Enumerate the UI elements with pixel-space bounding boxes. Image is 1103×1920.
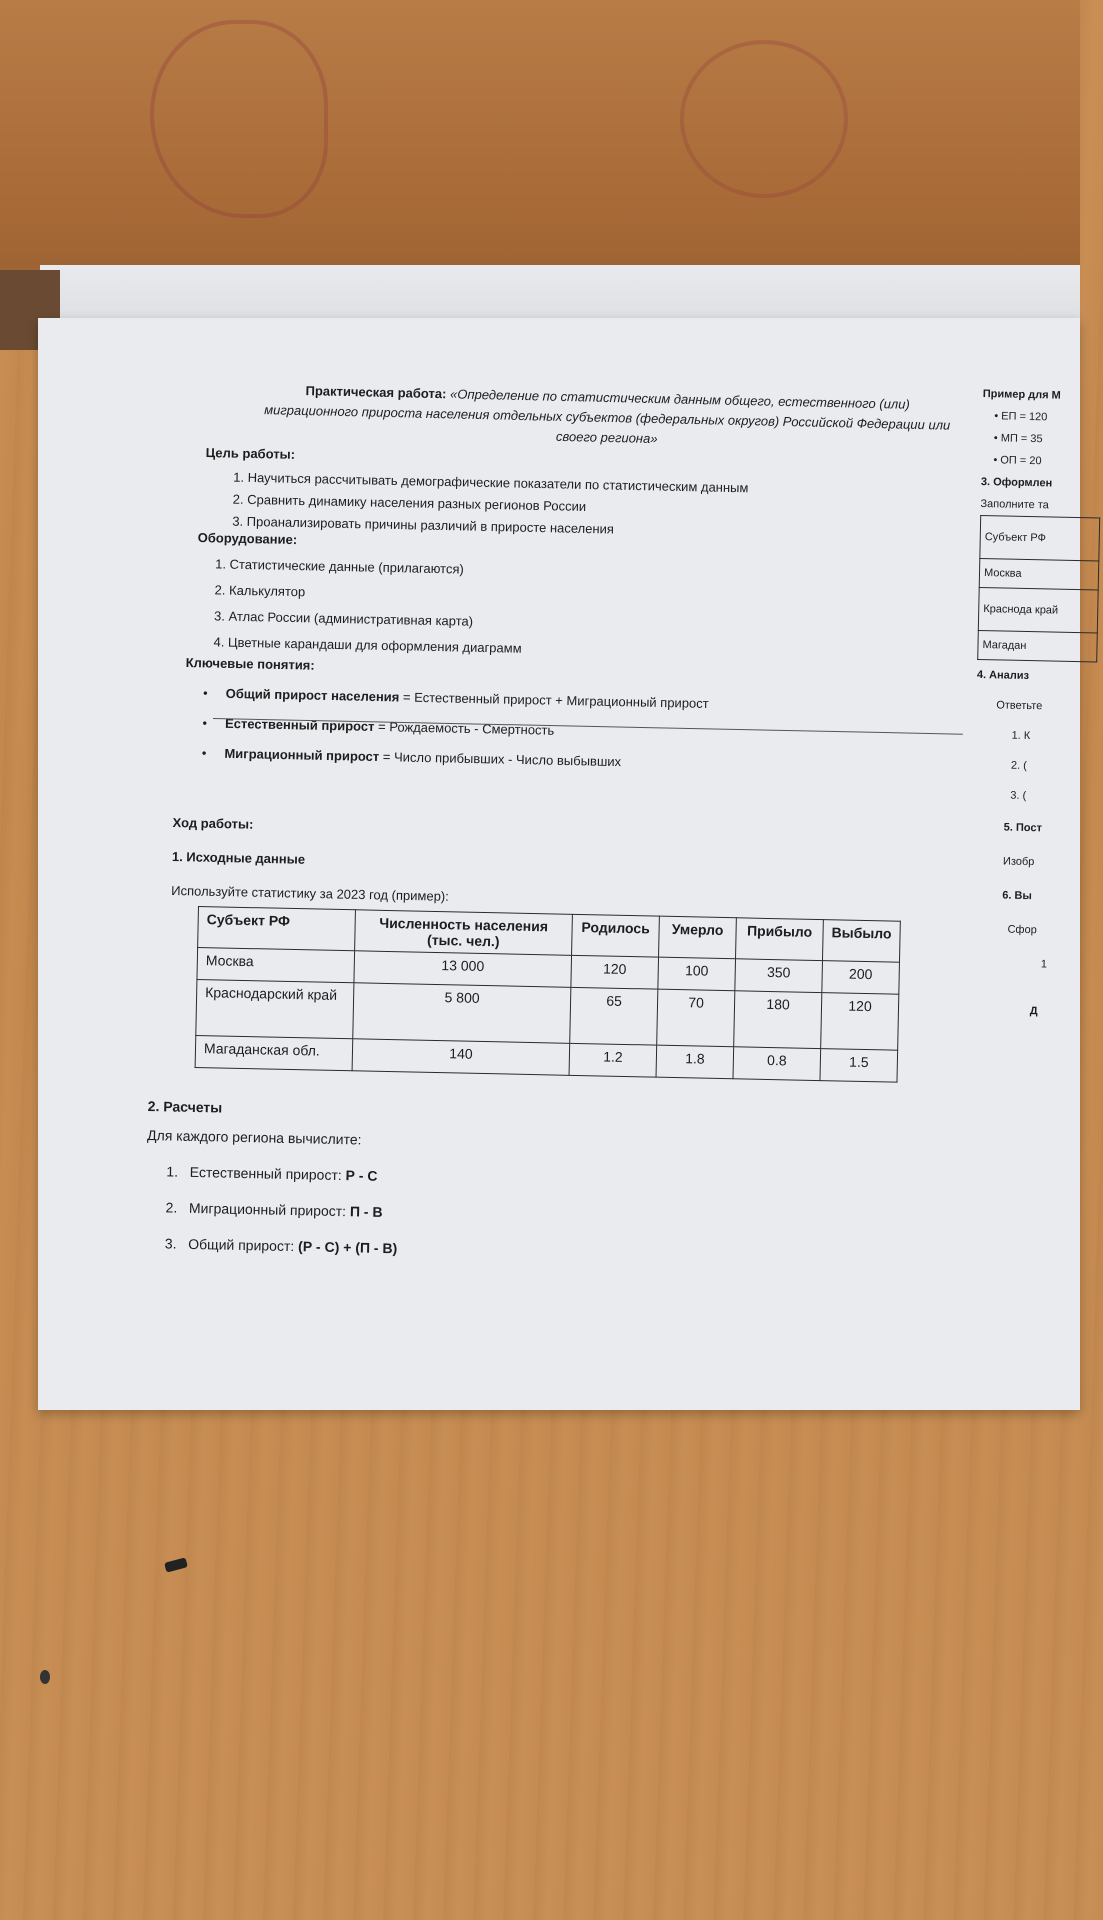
table-cell: 120 <box>821 993 899 1051</box>
side-line: Заполните та <box>980 497 1049 512</box>
title-bold: Практическая работа: <box>305 383 447 402</box>
equipment-heading: Оборудование: <box>197 529 298 548</box>
concept-item: • Миграционный прирост = Число прибывших - Число выбывших <box>201 745 622 770</box>
calc-heading: 2. Расчеты <box>147 1097 223 1116</box>
side-line: Сфор <box>1007 923 1037 937</box>
table-cell: 200 <box>822 961 900 995</box>
table-header: Субъект РФ <box>198 907 356 951</box>
concepts-heading: Ключевые понятия: <box>185 654 315 673</box>
table-header: Выбыло <box>822 920 900 963</box>
equipment-item: 4. Цветные карандаши для оформления диаграмм <box>213 634 522 656</box>
table-cell: 5 800 <box>353 983 571 1044</box>
side-table-cell: Краснода край <box>978 587 1098 632</box>
desk-stain <box>40 1670 50 1684</box>
goal-heading: Цель работы: <box>205 444 296 462</box>
concept-term: Миграционный прирост <box>224 745 380 765</box>
calc-formula: Р - С <box>345 1167 378 1184</box>
side-line: Пример для М <box>982 387 1061 402</box>
calc-number: 2. <box>165 1199 178 1216</box>
equipment-list <box>195 551 523 662</box>
side-line: Д <box>1029 1005 1038 1018</box>
side-table-cell: Москва <box>979 558 1099 589</box>
table-cell: 140 <box>352 1039 570 1076</box>
table-header: Численность населения (тыс. чел.) <box>355 910 573 956</box>
table-cell: Москва <box>197 948 355 983</box>
side-line: 1. К <box>1011 729 1031 743</box>
table-cell: 70 <box>657 989 735 1047</box>
table-cell: 1.5 <box>820 1049 898 1083</box>
equipment-item: 1. Статистические данные (прилагаются) <box>215 556 464 577</box>
adjacent-page-clip <box>976 318 1080 1410</box>
calc-label: Естественный прирост: <box>189 1163 346 1184</box>
table-cell: 180 <box>734 991 822 1049</box>
title-italic: «Определение по статистическим данным общего, естественного (или) миграционного прироста населения отдельных субъектов (федеральных округов) Российской Федерации или своего региона» <box>264 386 951 447</box>
side-line: Изобр <box>1002 855 1035 869</box>
adjacent-page-text <box>969 383 1103 1042</box>
chair-back <box>0 0 1080 285</box>
progress-heading: Ход работы: <box>172 814 254 832</box>
side-line: 2. ( <box>1010 759 1028 773</box>
goal-item: 3. Проанализировать причины различий в приросте населения <box>232 513 615 537</box>
statistics-table <box>195 906 901 1083</box>
side-line: 1 <box>1040 958 1048 971</box>
side-table <box>977 515 1100 662</box>
calc-list <box>145 1153 400 1266</box>
calc-formula: (Р - С) + (П - В) <box>297 1238 398 1257</box>
calc-section <box>145 1095 401 1266</box>
table-cell: Магаданская обл. <box>195 1035 353 1070</box>
concept-def: = Число прибывших - Число выбывших <box>379 749 622 770</box>
table-cell: 120 <box>571 955 659 989</box>
table-cell: 350 <box>735 959 823 993</box>
table-header: Родилось <box>572 914 660 957</box>
calc-item <box>166 1153 399 1194</box>
calc-number: 1. <box>166 1163 179 1180</box>
equipment-item: 3. Атлас России (административная карта) <box>213 608 474 629</box>
concepts-section <box>183 648 709 779</box>
table-cell: 65 <box>570 987 658 1045</box>
side-line: 3. ( <box>1010 789 1027 802</box>
table-cell: 100 <box>658 957 736 991</box>
desk-stain <box>164 1557 188 1572</box>
table-cell: Краснодарский край <box>196 979 354 1038</box>
calc-item <box>165 1225 398 1266</box>
concept-item: • Общий прирост населения = Естественный прирост + Миграционный прирост <box>202 685 709 711</box>
table-header: Умерло <box>659 916 737 959</box>
step1-heading: 1. Исходные данные <box>171 848 306 867</box>
side-table-cell: Магадан <box>978 630 1098 661</box>
calc-item <box>165 1189 398 1230</box>
table-cell: 1.8 <box>656 1045 734 1079</box>
table-cell: 13 000 <box>354 951 572 988</box>
side-line: Ответьте <box>996 699 1043 713</box>
concepts-list <box>183 678 709 779</box>
doodle-mark <box>150 20 328 218</box>
calc-formula: П - В <box>349 1203 383 1220</box>
progress-section <box>171 806 451 914</box>
goal-item: 2. Сравнить динамику населения разных регионов России <box>232 491 587 514</box>
side-line: • МП = 35 <box>993 432 1043 446</box>
side-table-cell: Субъект РФ <box>980 515 1100 560</box>
equipment-item: 2. Калькулятор <box>214 582 306 600</box>
side-line: 3. Оформлен <box>980 475 1053 490</box>
calc-number: 3. <box>164 1235 177 1252</box>
table-cell: 1.2 <box>569 1043 657 1077</box>
equipment-section <box>195 525 524 662</box>
doodle-mark <box>680 40 848 198</box>
side-line: 4. Анализ <box>976 668 1030 683</box>
side-line: • ЕП = 120 <box>994 410 1048 424</box>
table-header: Прибыло <box>736 918 824 961</box>
data-intro: Используйте статистику за 2023 год (пример): <box>171 882 449 904</box>
concept-def: = Рождаемость - Смертность <box>374 718 555 738</box>
side-line: 5. Пост <box>1003 821 1043 835</box>
statistics-table-wrap <box>195 906 901 1083</box>
goal-item: 1. Научиться рассчитывать демографические показатели по статистическим данным <box>233 469 749 496</box>
worksheet-paper <box>38 318 1080 1410</box>
calc-label: Общий прирост: <box>188 1235 299 1255</box>
concept-def: = Естественный прирост + Миграционный прирост <box>399 689 709 711</box>
concept-item: • Естественный прирост = Рождаемость - Смертность <box>202 715 555 738</box>
concept-term: Общий прирост населения <box>225 685 400 705</box>
table-cell: 0.8 <box>733 1047 821 1081</box>
side-line: 6. Вы <box>1002 889 1032 903</box>
calc-label: Миграционный прирост: <box>188 1199 351 1220</box>
concept-term: Естественный прирост <box>224 715 375 734</box>
side-line: • ОП = 20 <box>993 454 1042 468</box>
calc-intro: Для каждого региона вычислите: <box>146 1126 362 1148</box>
